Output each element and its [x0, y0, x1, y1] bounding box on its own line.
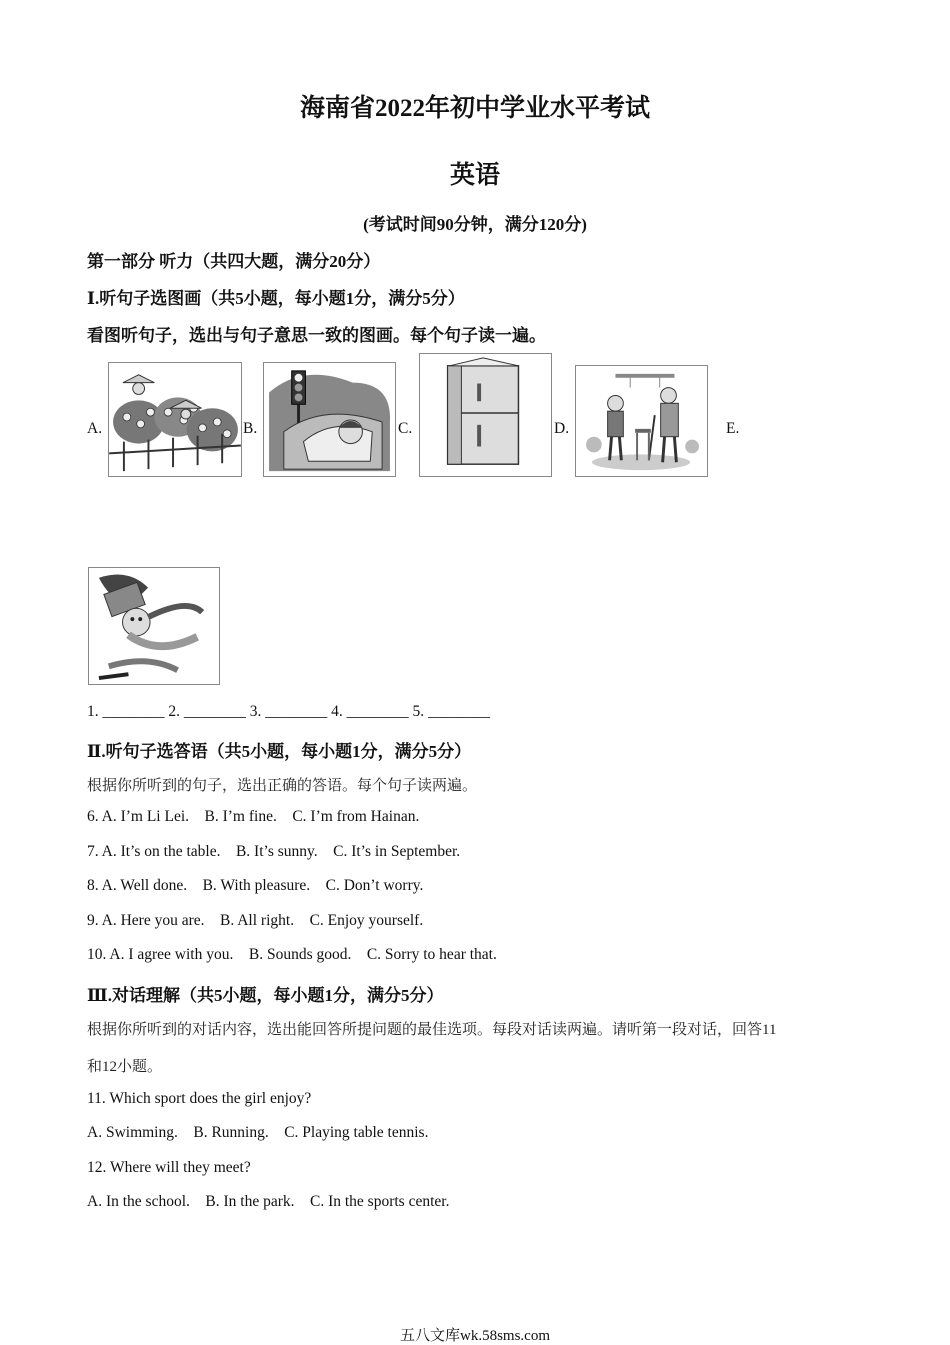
question-10: 10. A. I agree with you. B. Sounds good. C. Sorry to hear that. — [87, 946, 497, 963]
question-12: 12. Where will they meet? — [87, 1159, 251, 1176]
option-label-d: D. — [554, 420, 570, 437]
refrigerator-picture-icon — [419, 353, 552, 477]
question-11-options: A. Swimming. B. Running. C. Playing table tennis. — [87, 1124, 429, 1141]
question-8: 8. A. Well done. B. With pleasure. C. Don’t worry. — [87, 877, 424, 894]
section3-instruction-line1: 根据你所听到的对话内容，选出能回答所提问题的最佳选项。每段对话读两遍。请听第一段对话，回答11 — [87, 1022, 777, 1038]
question-6: 6. A. I’m Li Lei. B. I’m fine. C. I’m from Hainan. — [87, 808, 420, 825]
section3-heading: Ⅲ.对话理解（共5小题，每小题1分，满分5分） — [87, 986, 444, 1005]
monkey-king-picture-icon — [88, 567, 220, 685]
section1-instruction: 看图听句子，选出与句子意思一致的图画。每个句子读一遍。 — [87, 326, 546, 345]
option-label-a: A. — [87, 420, 103, 437]
fruit-picking-picture-icon — [108, 362, 242, 477]
option-label-b: B. — [243, 420, 258, 437]
driver-traffic-light-picture-icon — [263, 362, 396, 477]
question-7: 7. A. It’s on the table. B. It’s sunny. C. It’s in September. — [87, 843, 461, 860]
footer-watermark: 五八文库wk.58sms.com — [399, 1328, 550, 1344]
part1-heading: 第一部分 听力（共四大题，满分20分） — [87, 252, 381, 271]
section1-answer-line: 1. ________ 2. ________ 3. ________ 4. ________ 5. ________ — [87, 703, 490, 720]
option-label-c: C. — [398, 420, 413, 437]
section2-instruction: 根据你所听到的句子，选出正确的答语。每个句子读两遍。 — [87, 778, 478, 794]
question-11: 11. Which sport does the girl enjoy? — [87, 1090, 312, 1107]
question-9: 9. A. Here you are. B. All right. C. Enjoy yourself. — [87, 912, 424, 929]
section2-heading: Ⅱ.听句子选答语（共5小题，每小题1分，满分5分） — [87, 742, 472, 761]
exam-info: (考试时间90分钟，满分120分) — [363, 215, 587, 234]
boy-helping-old-man-picture-icon — [575, 365, 708, 477]
exam-title: 海南省2022年初中学业水平考试 — [299, 95, 650, 122]
option-label-e: E. — [726, 420, 740, 437]
subject-title: 英语 — [449, 162, 500, 189]
question-12-options: A. In the school. B. In the park. C. In the sports center. — [87, 1193, 450, 1210]
section3-instruction-line2: 和12小题。 — [87, 1059, 163, 1075]
section1-heading: Ⅰ.听句子选图画（共5小题，每小题1分，满分5分） — [87, 289, 465, 308]
